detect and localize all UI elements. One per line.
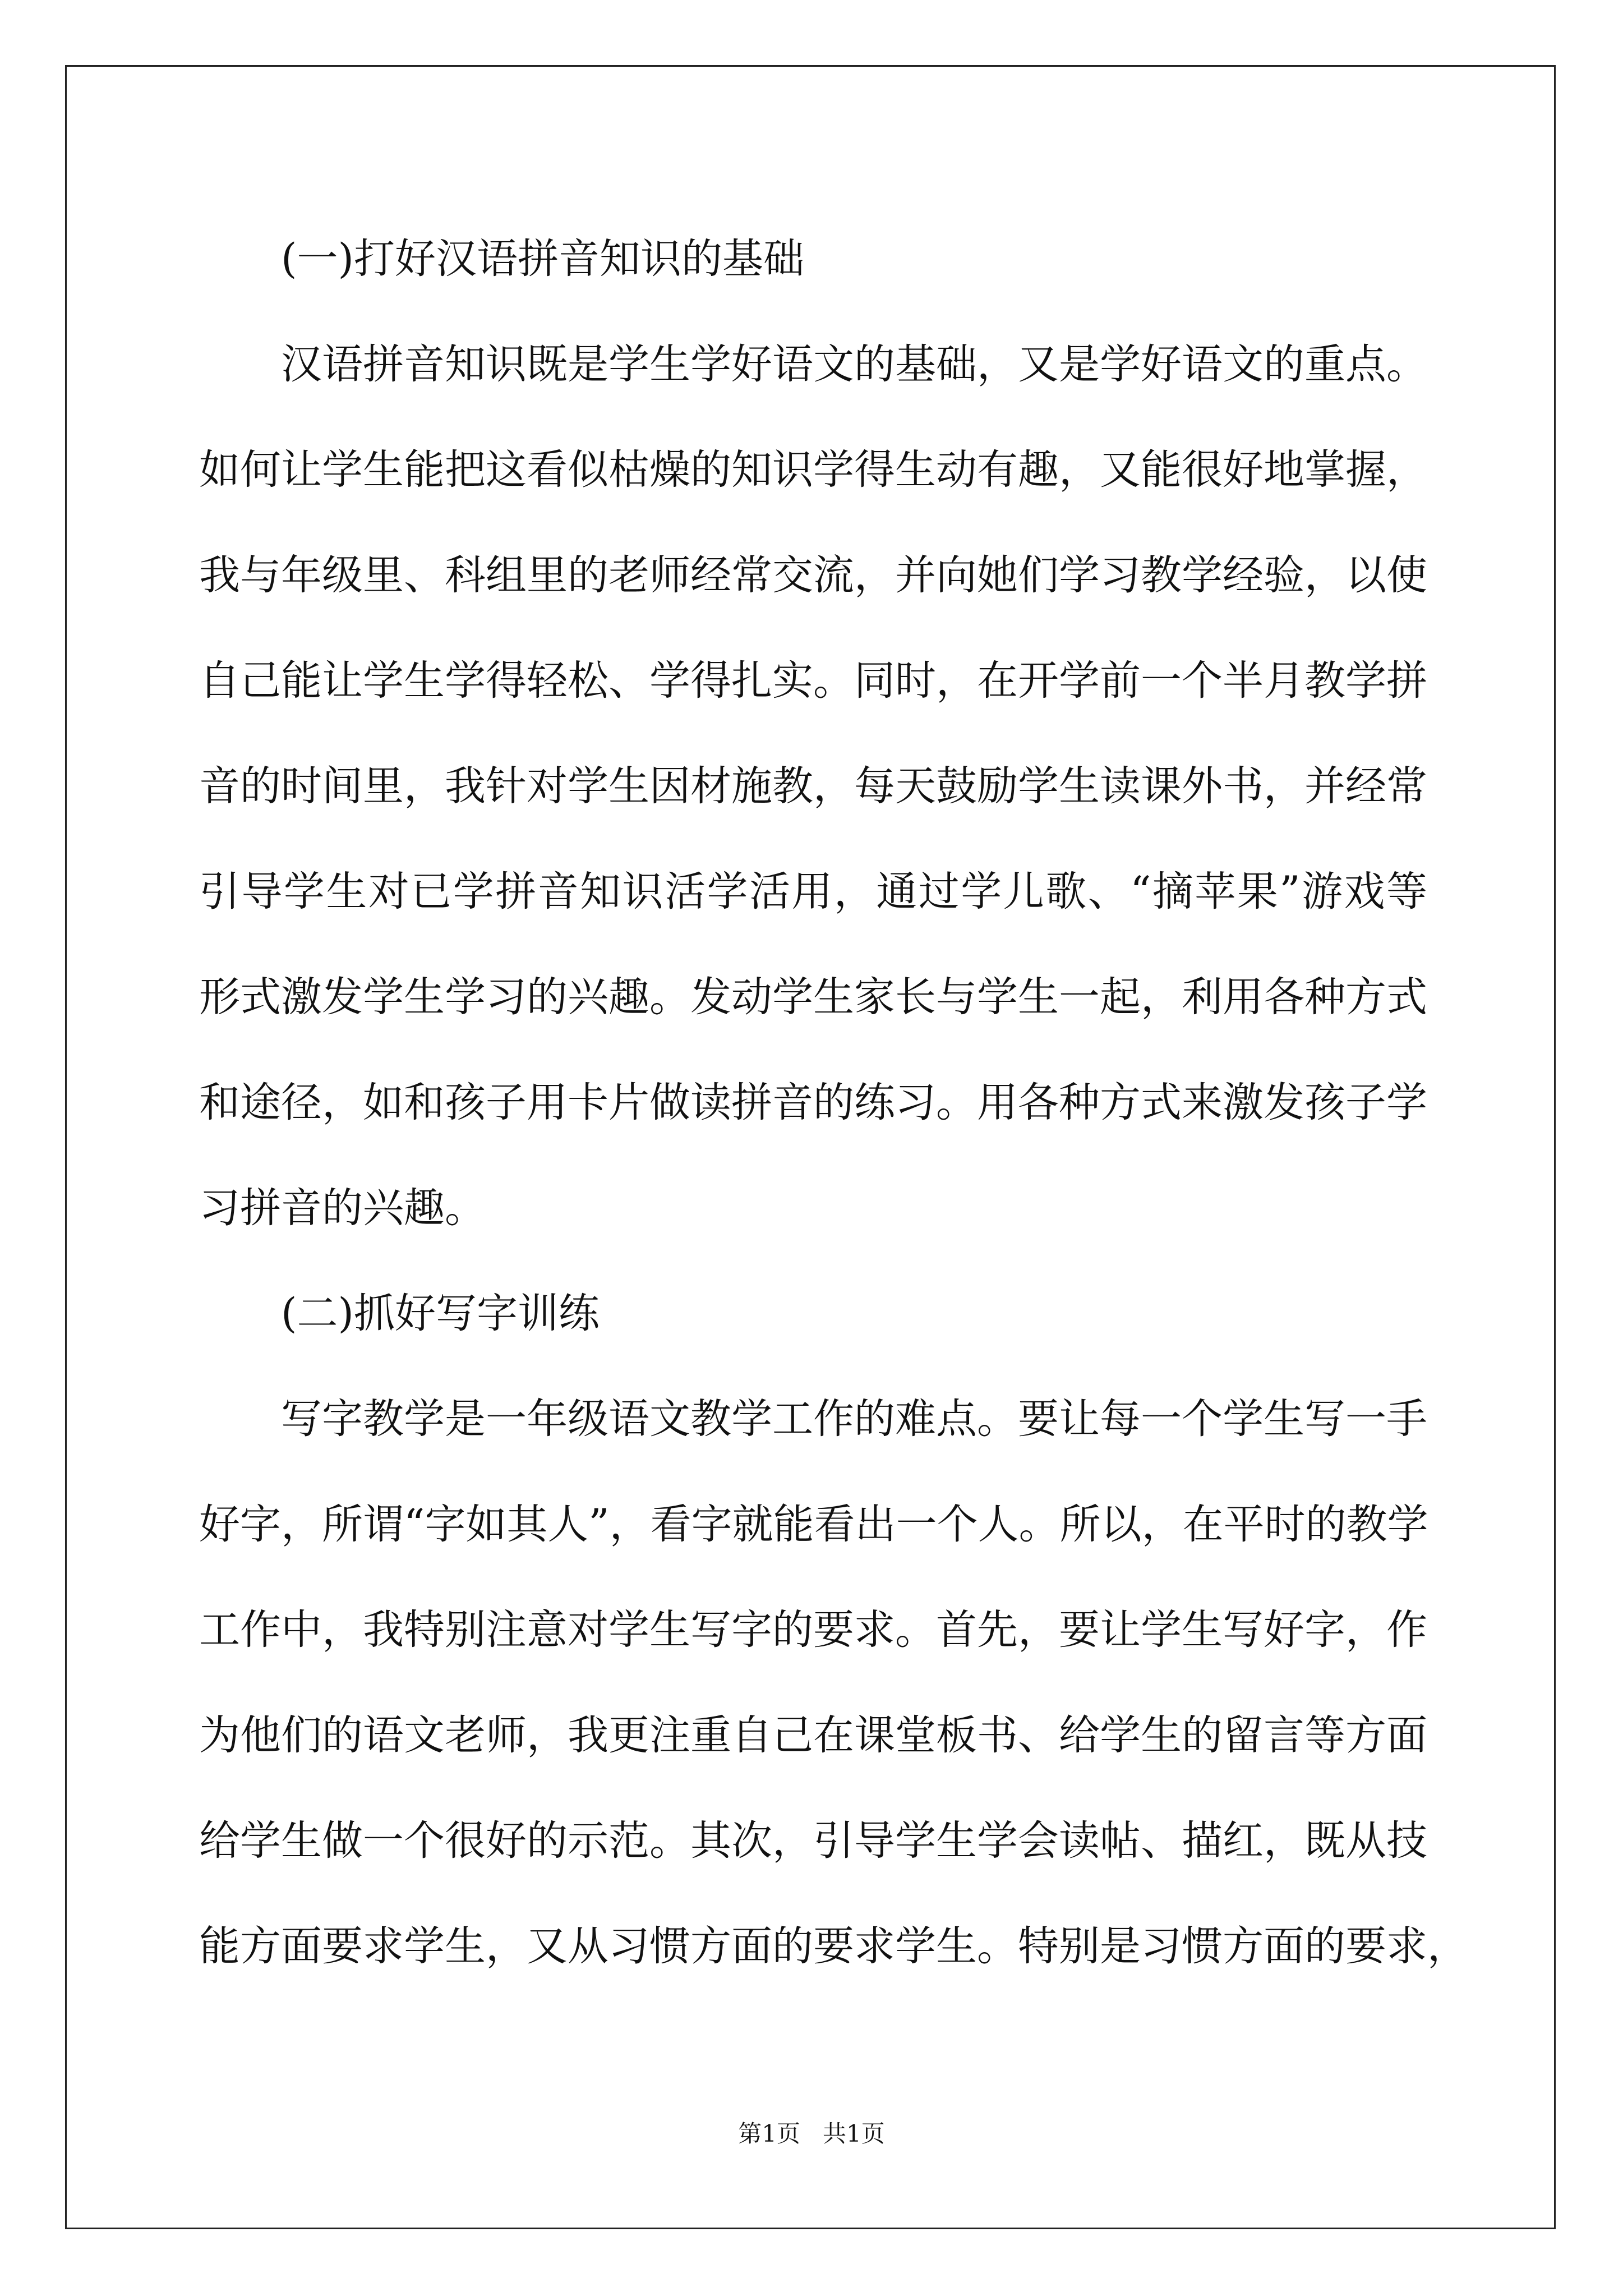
paragraph-line: 形式激发学生学习的兴趣。发动学生家长与学生一起，利用各种方式: [199, 973, 1427, 1021]
footer-spacer: [800, 2120, 823, 2147]
paragraph-line: 给学生做一个很好的示范。其次，引导学生学会读帖、描红，既从技: [199, 1817, 1427, 1865]
paragraph-line: 自己能让学生学得轻松、学得扎实。同时，在开学前一个半月教学拼: [199, 657, 1427, 705]
paragraph-line: 为他们的语文老师，我更注重自己在课堂板书、给学生的留言等方面: [199, 1711, 1427, 1759]
paragraph-line: 能方面要求学生，又从习惯方面的要求学生。特别是习惯方面的要求，: [199, 1922, 1468, 1970]
paragraph-line: 音的时间里，我针对学生因材施教，每天鼓励学生读课外书，并经常: [199, 762, 1427, 810]
section-heading-2: (二)抓好写字训练: [281, 1290, 600, 1337]
paragraph-line: 引导学生对已学拼音知识活学活用，通过学儿歌、“摘苹果”游戏等: [199, 868, 1427, 915]
paragraph-line: 汉语拼音知识既是学生学好语文的基础，又是学好语文的重点。: [281, 341, 1427, 388]
section-heading-1: (一)打好汉语拼音知识的基础: [281, 235, 804, 283]
paragraph-line: 写字教学是一年级语文教学工作的难点。要让每一个学生写一手: [281, 1395, 1427, 1443]
document-body: [199, 206, 1468, 1999]
page-footer: [0, 2117, 1623, 2151]
paragraph-line: 和途径，如和孩子用卡片做读拼音的练习。用各种方式来激发孩子学: [199, 1079, 1427, 1126]
page-number: 第1页: [738, 2120, 800, 2147]
paragraph-line: 好字，所谓“字如其人”，看字就能看出一个人。所以，在平时的教学: [199, 1501, 1428, 1548]
paragraph-line: 工作中，我特别注意对学生写字的要求。首先，要让学生写好字，作: [199, 1606, 1427, 1654]
paragraph-line: 我与年级里、科组里的老师经常交流，并向她们学习教学经验，以使: [199, 551, 1427, 599]
paragraph-line: 如何让学生能把这看似枯燥的知识学得生动有趣，又能很好地掌握，: [199, 446, 1427, 494]
paragraph-line: 习拼音的兴趣。: [199, 1184, 486, 1232]
page-total: 共1页: [823, 2120, 885, 2147]
